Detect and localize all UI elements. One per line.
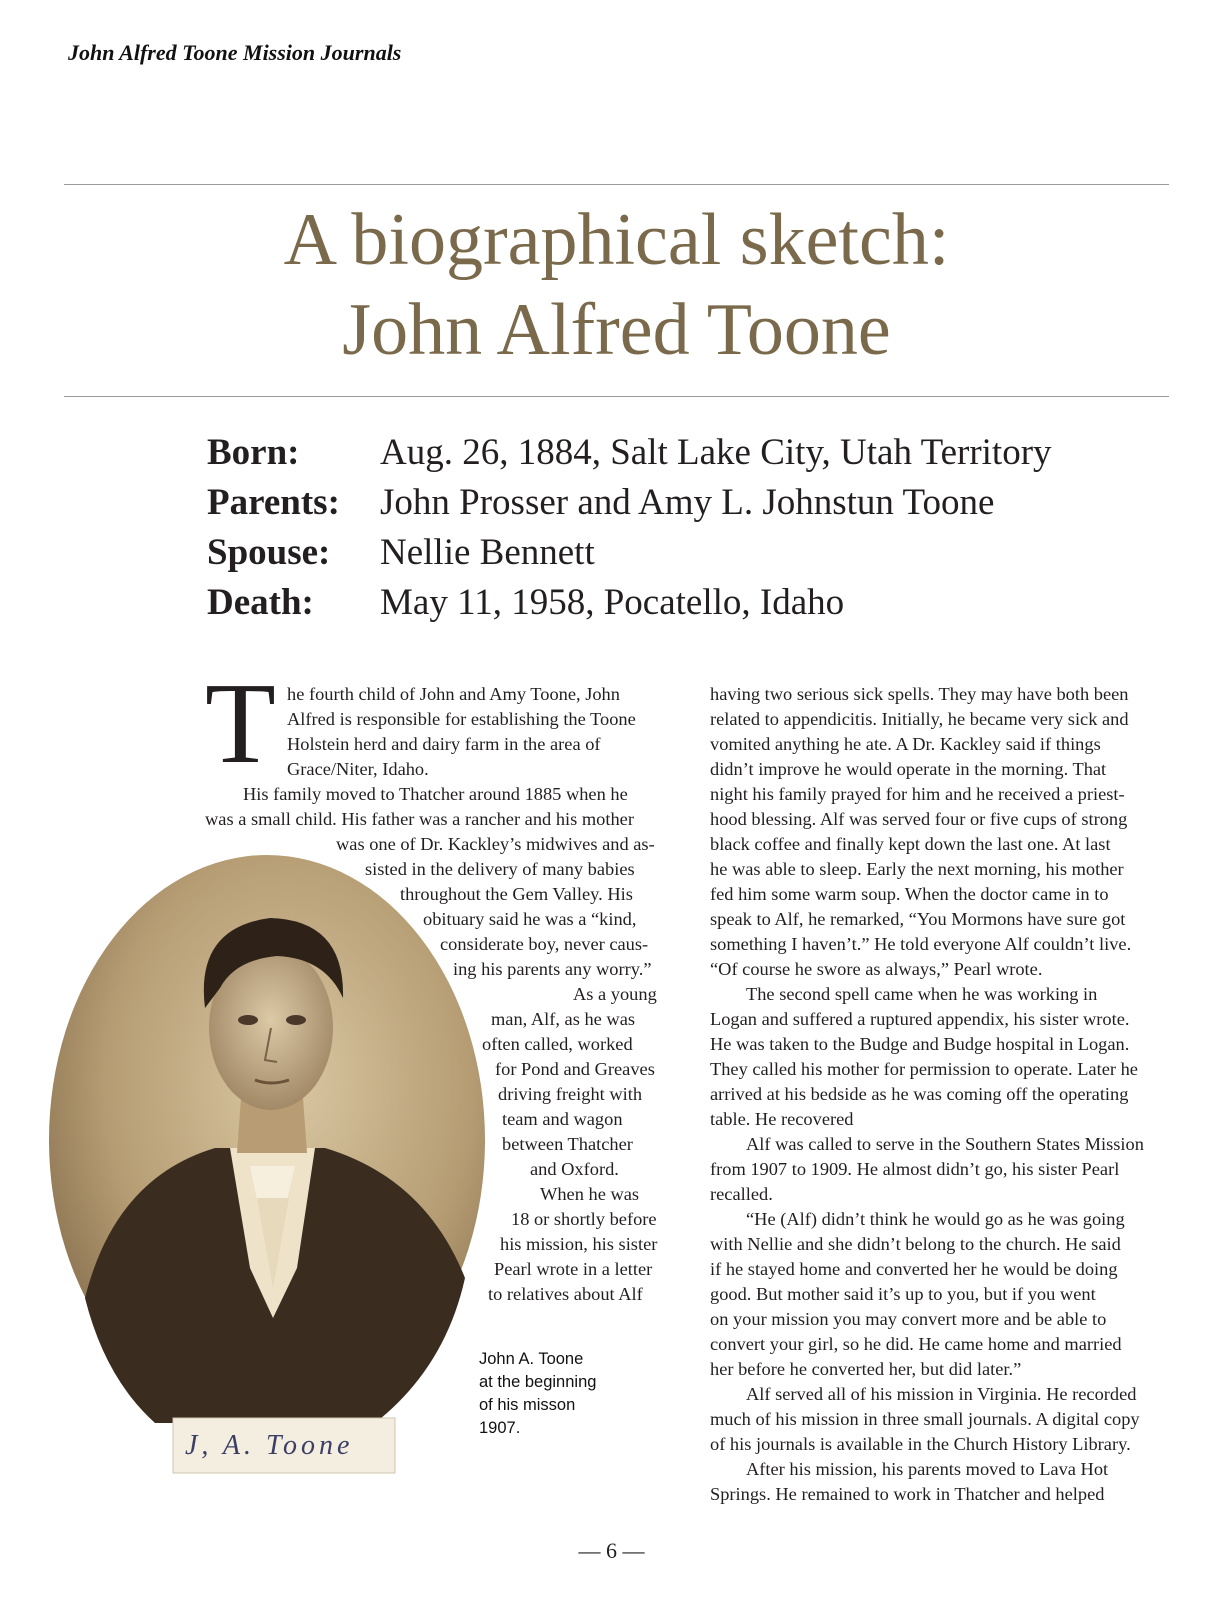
- text-line: fed him some warm soup. When the doctor came in to: [710, 884, 1109, 904]
- fact-label: Spouse:: [207, 532, 331, 573]
- text-line: good. But mother said it’s up to you, but if you went: [710, 1284, 1096, 1304]
- text-line: and Oxford.: [530, 1159, 619, 1179]
- text-line: something I haven’t.” He told everyone Alf couldn’t live.: [710, 934, 1132, 954]
- text-line: was one of Dr. Kackley’s midwives and as-: [336, 834, 655, 854]
- text-line: After his mission, his parents moved to Lava Hot: [746, 1459, 1109, 1479]
- fact-value: May 11, 1958, Pocatello, Idaho: [380, 582, 845, 623]
- text-line: The second spell came when he was working in: [746, 984, 1098, 1004]
- body-column-right: [710, 682, 1190, 1507]
- text-line: driving freight with: [498, 1084, 643, 1104]
- drop-cap: T: [205, 660, 276, 788]
- text-line: table. He recovered: [710, 1109, 854, 1129]
- text-line: didn’t improve he would operate in the morning. That: [710, 759, 1107, 779]
- text-line: Logan and suffered a ruptured appendix, his sister wrote.: [710, 1009, 1130, 1029]
- caption-line: 1907.: [479, 1419, 521, 1437]
- text-line: His family moved to Thatcher around 1885 when he: [243, 784, 628, 804]
- fact-value: John Prosser and Amy L. Johnstun Toone: [380, 482, 995, 523]
- text-line: if he stayed home and converted her he would be doing: [710, 1259, 1118, 1279]
- text-line: recalled.: [710, 1184, 773, 1204]
- text-line: He was taken to the Budge and Budge hospital in Logan.: [710, 1034, 1130, 1054]
- caption-line: John A. Toone: [479, 1350, 584, 1368]
- text-line: he was able to sleep. Early the next morning, his mother: [710, 859, 1124, 879]
- text-line: of his journals is available in the Church History Library.: [710, 1434, 1131, 1454]
- title-rule-bottom: [64, 396, 1169, 397]
- title-rule-top: [64, 184, 1169, 185]
- title-line-1: A biographical sketch:: [283, 199, 950, 281]
- text-line: her before he converted her, but did later.”: [710, 1359, 1022, 1379]
- text-line: Holstein herd and dairy farm in the area of: [287, 734, 601, 754]
- text-line: 18 or shortly before: [511, 1209, 657, 1229]
- text-line: vomited anything he ate. A Dr. Kackley said if things: [710, 734, 1101, 754]
- text-line: from 1907 to 1909. He almost didn’t go, his sister Pearl: [710, 1159, 1120, 1179]
- text-line: Grace/Niter, Idaho.: [287, 759, 429, 779]
- page-number: — 6 —: [578, 1538, 645, 1563]
- fact-death: [207, 578, 1052, 628]
- text-line: throughout the Gem Valley. His: [400, 884, 633, 904]
- text-line: “He (Alf) didn’t think he would go as he was going: [746, 1209, 1125, 1229]
- text-line: man, Alf, as he was: [491, 1009, 636, 1029]
- page-title: [64, 195, 1169, 375]
- text-line: on your mission you may convert more and be able to: [710, 1309, 1107, 1329]
- text-line: much of his mission in three small journals. A digital copy: [710, 1409, 1140, 1429]
- text-line: often called, worked: [482, 1034, 633, 1054]
- fact-parents: [207, 478, 1052, 528]
- text-line: team and wagon: [502, 1109, 623, 1129]
- photo-caption: [479, 1348, 596, 1440]
- fact-label: Parents:: [207, 482, 340, 523]
- text-line: “Of course he swore as always,” Pearl wrote.: [710, 959, 1043, 979]
- running-head: John Alfred Toone Mission Journals: [68, 40, 402, 65]
- text-line: As a young: [573, 984, 657, 1004]
- text-line: ing his parents any worry.”: [453, 959, 652, 979]
- text-line: considerate boy, never caus-: [440, 934, 649, 954]
- text-line: to relatives about Alf: [488, 1284, 643, 1304]
- text-line: black coffee and finally kept down the last one. At last: [710, 834, 1111, 854]
- caption-line: at the beginning: [479, 1373, 597, 1391]
- fact-value: Aug. 26, 1884, Salt Lake City, Utah Territory: [380, 432, 1052, 473]
- fact-label: Born:: [207, 432, 300, 473]
- text-line: between Thatcher: [502, 1134, 633, 1154]
- fact-born: [207, 428, 1052, 478]
- text-line: with Nellie and she didn’t belong to the church. He said: [710, 1234, 1121, 1254]
- text-line: sisted in the delivery of many babies: [365, 859, 635, 879]
- title-line-2: John Alfred Toone: [342, 289, 891, 371]
- text-line: he fourth child of John and Amy Toone, John: [287, 684, 620, 704]
- text-line: arrived at his bedside as he was coming off the operating: [710, 1084, 1129, 1104]
- fact-spouse: [207, 528, 1052, 578]
- text-line: Pearl wrote in a letter: [494, 1259, 653, 1279]
- body-column-left: [205, 682, 680, 1307]
- photo-signature: J, A. Toone: [185, 1430, 354, 1461]
- text-line: speak to Alf, he remarked, “You Mormons have sure got: [710, 909, 1126, 929]
- text-line: They called his mother for permission to operate. Later he: [710, 1059, 1138, 1079]
- text-line: Alfred is responsible for establishing the Toone: [287, 709, 636, 729]
- text-line: related to appendicitis. Initially, he became very sick and: [710, 709, 1129, 729]
- text-line: for Pond and Greaves: [495, 1059, 655, 1079]
- text-line: obituary said he was a “kind,: [423, 909, 637, 929]
- text-line: convert your girl, so he did. He came home and married: [710, 1334, 1122, 1354]
- text-line: his mission, his sister: [500, 1234, 658, 1254]
- text-line: Alf served all of his mission in Virginia. He recorded: [746, 1384, 1137, 1404]
- caption-line: of his misson: [479, 1396, 576, 1414]
- text-line: hood blessing. Alf was served four or five cups of strong: [710, 809, 1128, 829]
- fact-label: Death:: [207, 582, 314, 623]
- text-line: Springs. He remained to work in Thatcher and helped: [710, 1484, 1105, 1504]
- text-line: Alf was called to serve in the Southern States Mission: [746, 1134, 1144, 1154]
- fact-value: Nellie Bennett: [380, 532, 595, 573]
- vital-facts: [207, 428, 1052, 628]
- text-line: was a small child. His father was a rancher and his mother: [205, 809, 634, 829]
- text-line: When he was: [540, 1184, 640, 1204]
- text-line: night his family prayed for him and he received a priest-: [710, 784, 1125, 804]
- text-line: having two serious sick spells. They may have both been: [710, 684, 1129, 704]
